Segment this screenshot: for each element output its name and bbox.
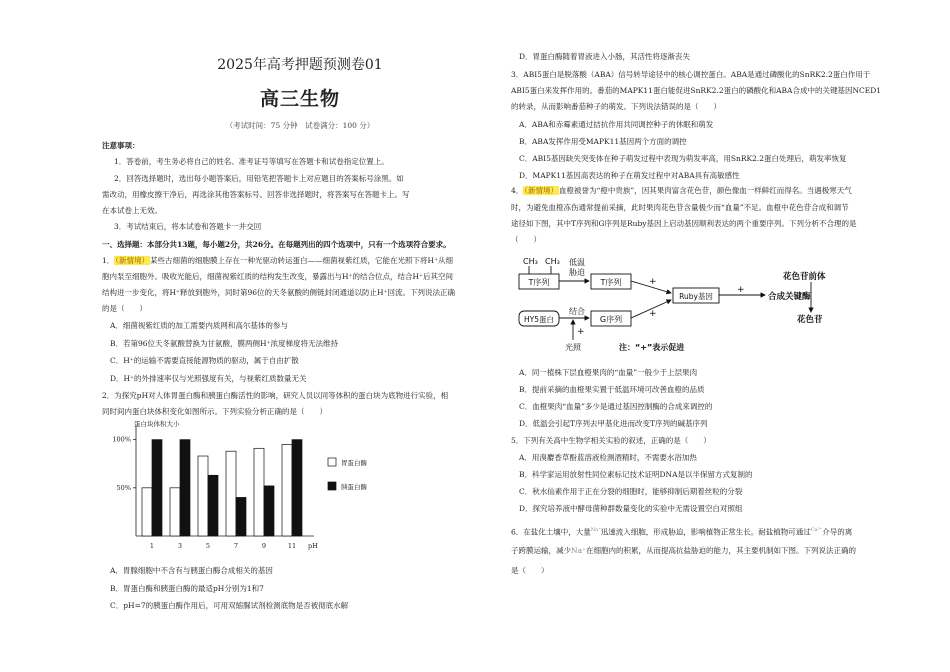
bar-trypsin: [236, 497, 246, 536]
y-axis-label: 蛋白块体积大小: [134, 420, 180, 428]
bar-trypsin: [208, 475, 218, 536]
x-tick-label: 9: [261, 542, 267, 550]
q2-line-2: 同时间内蛋白块体积变化如图所示。下列实验分析正确的是（ ）: [102, 407, 327, 416]
q4-line-4: （ ）: [511, 235, 541, 244]
q3-option-a: A．ABA和赤霉素通过拮抗作用共同调控种子的休眠和萌发: [519, 120, 714, 129]
q4-option-b: B．提前采摘的血橙果实置于低温环境可改善血橙的品质: [519, 385, 705, 394]
legend-label: 胃蛋白酶: [341, 459, 367, 467]
ch3-left-label: CH₃: [523, 257, 538, 266]
q4-new-tag: （新情境）: [524, 186, 559, 195]
q5-stem: 5．下列有关高中生物学相关实验的叙述，正确的是（ ）: [511, 436, 711, 445]
notice-item-2-end: 在本试卷上无效。: [102, 206, 162, 215]
sodium-ion-2: Na⁺: [571, 546, 586, 555]
q4-line-3: 途径如下图，其中T序列和G序列是Ruby基因上启动基因顺利表达的两个重要序列。下列分析不合理的是: [511, 219, 857, 228]
q3-line-2: ABI5蛋白来发挥作用的。番茄的MAPK11蛋白能促进SnRK2.2蛋白的磷酸化和ABA合成中的关键基因NCED1: [511, 86, 881, 95]
q4-number: 4．: [511, 186, 524, 195]
q1-option-d: D．H⁺的外排速率仅与光照强度有关，与视紫红质数量无关: [110, 374, 307, 383]
q2-line-1: 2．为探究pH对人体胃蛋白酶和胰蛋白酶活性的影响，研究人员以同等体积的蛋白块为底物进行实验，相: [102, 391, 449, 400]
hy5-protein-label: HY5蛋白: [524, 315, 554, 324]
q4-line-2: 时，为避免血橙冻伤通常提前采摘，此时果肉花色苷含量极少而“血量”不足。血橙中花色苷合成和调节: [511, 203, 849, 212]
q4-line-1: 4．（新情境）血橙被誉为“橙中贵族”，因其果肉富含花色苷，颜色像血一样鲜红而得名。当遇极寒天气: [511, 186, 852, 195]
anthocyanin-label: 花色苷: [797, 315, 823, 325]
bind-label: 结合: [569, 307, 585, 316]
q5-option-b: B．科学家运用放射性同位素标记技术证明DNA是以半保留方式复制的: [519, 470, 753, 479]
low-temp-label-2: 胁迫: [569, 268, 585, 277]
q1-new-tag: （新情境）: [115, 256, 150, 265]
notice-title: 注意事项：: [102, 141, 140, 150]
x-tick-label: 3: [177, 542, 183, 550]
promote-sign-4: +: [577, 327, 585, 337]
bar-pepsin: [282, 444, 292, 536]
notice-item-3: 3．考试结束后，将本试卷和答题卡一并交回: [114, 222, 262, 231]
sodium-ion: Na⁺: [590, 527, 601, 533]
q1-line-3: 结构进一步变化，将H⁺释放到胞外，同时第96位的天冬氨酸的侧链封闭通道以防止H⁺回流。下列说法正确: [102, 288, 456, 297]
x-tick-label: 7: [233, 542, 239, 550]
promote-sign-2: +: [737, 285, 745, 295]
promote-sign-1: +: [649, 277, 657, 287]
bar-pepsin: [198, 456, 208, 536]
q1-option-a: A．细菌视紫红质的加工需要内质网和高尔基体的参与: [110, 321, 288, 330]
q6-line-1: 6．在盐化土壤中，大量$^{Na^+}$迅速流入细胞，形成胁迫，影响植物正常生长。耐盐植物可通过$^{Ca^{2+}}$介导的离: [511, 527, 853, 537]
t-sequence-label: T序列: [528, 278, 550, 287]
q1-number: 1．: [102, 256, 115, 265]
q5-option-d: D．探究培养液中酵母菌种群数量变化的实验中无需设置空白对照组: [519, 504, 743, 513]
notice-item-2-cont: 需改动，用橡皮擦干净后，再选涂其他答案标号。回答非选择题时，将答案写在答题卡上。写: [102, 190, 410, 199]
x-tick-label: 1: [149, 542, 155, 550]
anthocyanin-precursor-label: 花色苷前体: [783, 272, 826, 282]
q5-option-a: A．用溴麝香草酚蓝溶液检测酒精时，不需要水浴加热: [519, 453, 697, 462]
q2-option-a: A．胃腺细胞中不含有与胰蛋白酶合成相关的基因: [110, 566, 273, 575]
right-column: [511, 0, 931, 672]
q1-line-2: 胞内泵至细胞外。吸收光能后，细菌视紫红质的结构发生改变，暴露出与H⁺的结合位点，结合H⁺后其空间: [102, 272, 453, 281]
exam-title: 2025年高考押题预测卷01: [217, 57, 383, 73]
q1-option-c: C．H⁺的运输不需要直接能源物质的驱动，属于自由扩散: [110, 356, 299, 365]
q3-option-c: C．ABI5基因缺失突变体在种子萌发过程中表现为萌发率高，用SnRK2.2蛋白处理后，萌发率恢复: [519, 154, 847, 163]
q1-line-4: 的是（ ）: [102, 304, 147, 313]
legend-swatch: [328, 458, 336, 466]
low-temp-label-1: 低温: [569, 258, 585, 267]
q6-line-2: 子跨膜运输，减少Na⁺在细胞内的积累，从而提高抗盐胁迫的能力，其主要机制如下图。下列说法正确的: [511, 546, 856, 555]
t-sequence-2-label: T序列: [600, 278, 622, 287]
bar-trypsin: [180, 440, 190, 536]
y-tick-label: 100%: [112, 435, 131, 444]
q5-option-c: C．秋水仙素作用于正在分裂的细胞时，能够抑制后期着丝粒的分裂: [519, 487, 743, 496]
q1-line-1: 1．（新情境）某些古细菌的细胞膜上存在一种光驱动转运蛋白——细菌视紫红质，它能在光照下将H⁺从细: [102, 256, 454, 265]
y-tick-label: 50%: [116, 483, 131, 492]
q3-option-b: B．ABA发挥作用受MAPK11基因两个方面的调控: [519, 137, 687, 146]
section-one-heading: 一、选择题：本部分共13题，每小题2分，共26分。在每题列出的四个选项中，只有一个选项符合要求。: [102, 240, 451, 249]
x-axis-label: pH: [308, 542, 318, 550]
q4-option-d: D．低温会引起T序列去甲基化进而改变T序列的碱基序列: [519, 419, 708, 428]
exam-meta: （考试时间：75 分钟 试卷满分：100 分）: [225, 121, 375, 130]
diagram-note: 注：“+”表示促进: [619, 343, 685, 352]
notice-item-1: 1．答卷前，考生务必将自己的姓名、准考证号等填写在答题卡和试卷指定位置上。: [114, 157, 389, 166]
q2-option-b: B．胃蛋白酶和胰蛋白酶的最适pH分别为1和7: [110, 584, 264, 593]
q3-option-d: D．MAPK11基因高表达的种子在萌发过程中对ABA具有高敏感性: [519, 171, 740, 180]
bar-pepsin: [254, 448, 264, 536]
q1-option-b: B．若第96位天冬氨酸替换为甘氨酸，膜两侧H⁺浓度梯度将无法维持: [110, 339, 339, 348]
q6-line-3: 是（ ）: [511, 566, 549, 575]
ruby-gene-label: Ruby基因: [679, 292, 713, 301]
promote-sign-3: +: [649, 309, 657, 319]
q4-option-a: A．同一植株下层血橙果肉的“血量”一般少于上层果肉: [519, 368, 698, 377]
key-enzyme-label: 合成关键酶: [768, 292, 811, 302]
ph-enzyme-bar-chart: [104, 418, 404, 556]
legend-swatch: [328, 482, 336, 490]
q3-line-1: 3．ABI5蛋白是脱落酸（ABA）信号转导途径中的核心调控蛋白。ABA是通过磷酸化的SnRK2.2蛋白作用于: [511, 70, 871, 79]
ch3-right-label: CH₃: [545, 257, 560, 266]
q3-line-3: 的转录，从而影响番茄种子的萌发。下列说法错误的是（ ）: [511, 102, 721, 111]
left-column: [102, 0, 498, 672]
bar-trypsin: [152, 440, 162, 536]
legend-label: 胰蛋白酶: [341, 483, 367, 491]
bar-pepsin: [170, 488, 180, 536]
calcium-ion: Ca²⁺: [810, 527, 823, 533]
g-sequence-label: G序列: [599, 315, 623, 324]
q4-option-c: C．血橙果肉“血量”多少是通过基因控制酶的合成来调控的: [519, 402, 713, 411]
q2-option-c: C．pH=7的胰蛋白酶作用后，可用双缩脲试剂检测底物是否被彻底水解: [110, 601, 349, 610]
light-label: 光照: [565, 343, 581, 352]
anthocyanin-pathway-diagram: [515, 250, 855, 356]
bar-trypsin: [264, 486, 274, 536]
bar-trypsin: [292, 440, 302, 536]
q2-option-d: D．胃蛋白酶随着胃液进入小肠，其活性将逐渐丧失: [519, 52, 691, 61]
subject-title: 高三生物: [259, 88, 340, 110]
notice-item-2: 2．回答选择题时，选出每小题答案后，用铅笔把答题卡上对应题目的答案标号涂黑。如: [114, 174, 404, 183]
x-tick-label: 11: [287, 542, 297, 550]
bar-pepsin: [142, 488, 152, 536]
x-tick-label: 5: [205, 542, 211, 550]
bar-pepsin: [226, 451, 236, 536]
